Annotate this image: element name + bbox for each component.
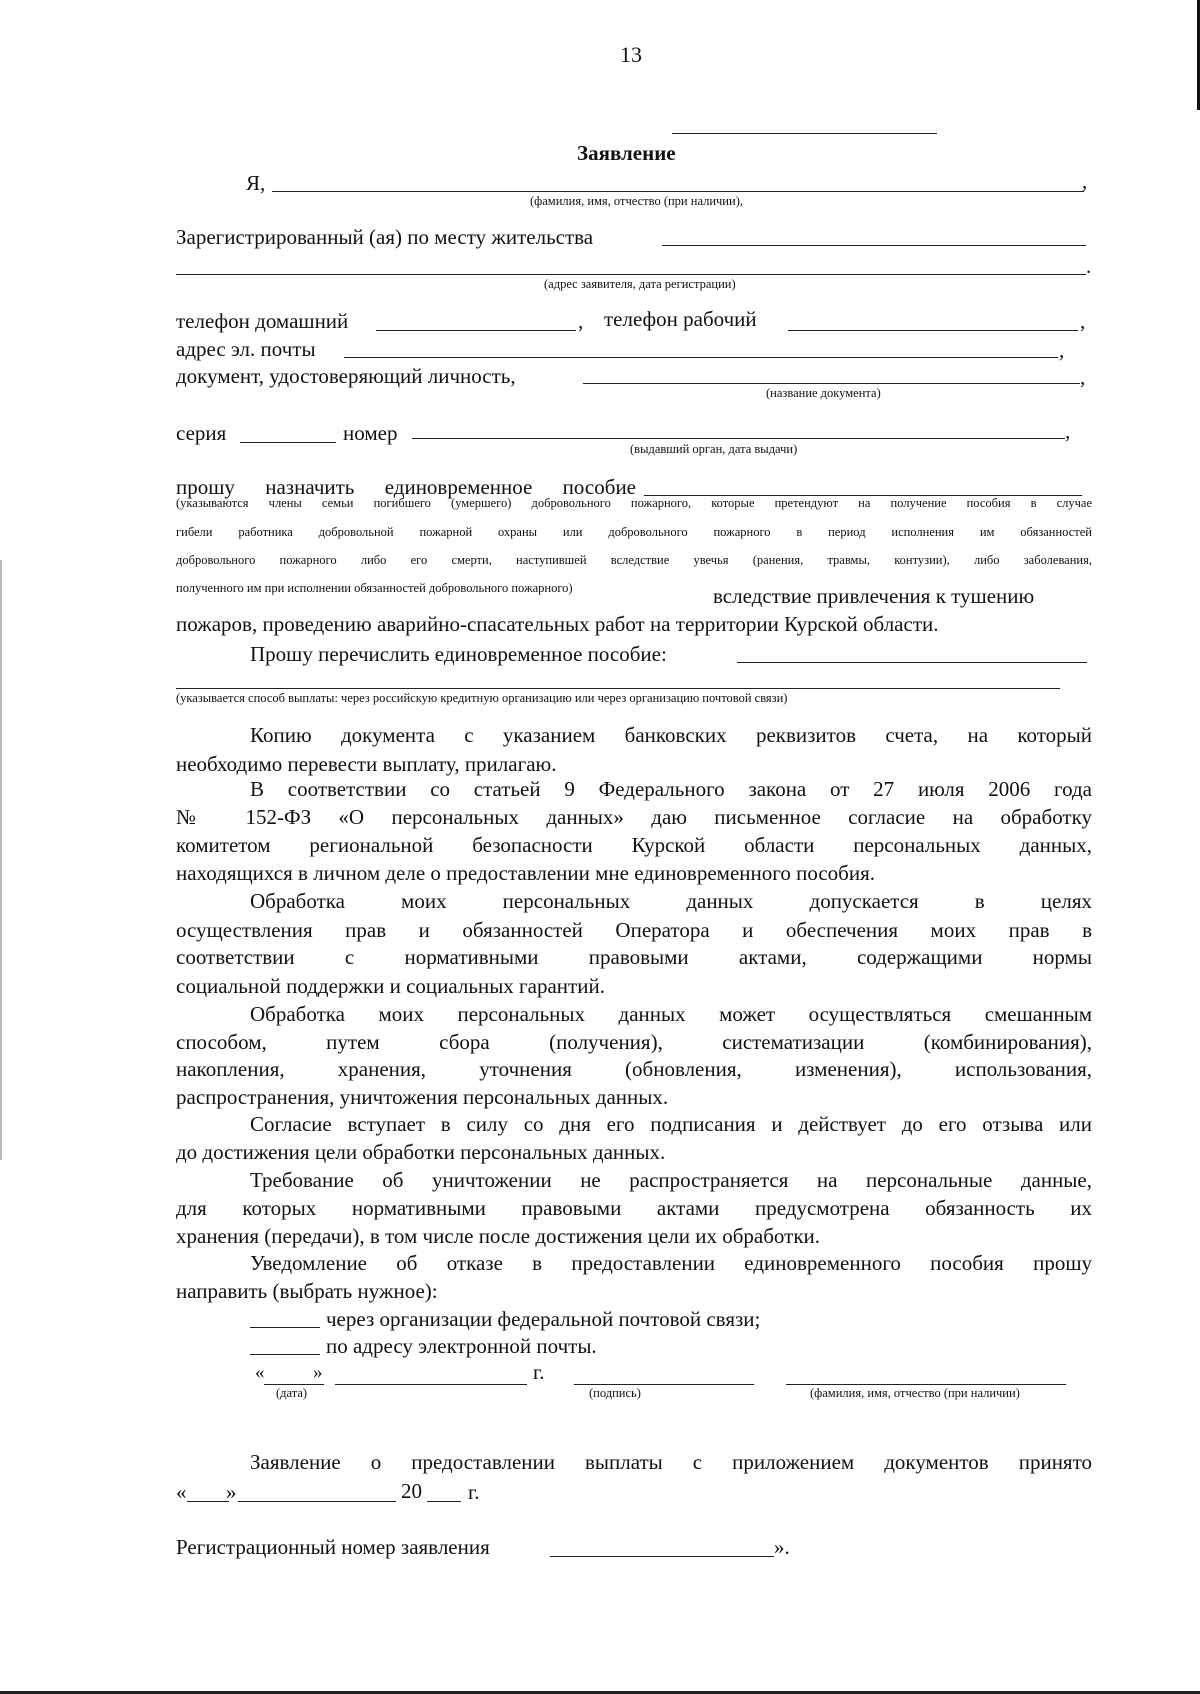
scan-edge-left [0,560,2,1160]
para-5-line-2: до достижения цели обработки персональных данных. [176,1140,666,1164]
series-field[interactable] [240,442,336,443]
para-3-line-1: Обработка моих персональных данных допускается в целях [250,889,1092,913]
option-email-checkbox[interactable] [250,1354,320,1355]
reg-number-label: Регистрационный номер заявления [176,1535,490,1559]
home-phone-label: телефон домашний [176,309,349,333]
para-1-line-2: необходимо перевести выплату, прилагаю. [176,752,557,776]
para-2-line-2: № 152-ФЗ «О персональных данных» даю письменное согласие на обработку [176,805,1092,829]
issued-caption: (выдавший орган, дата выдачи) [630,442,798,456]
top-rule [672,133,937,134]
transfer-caption: (указывается способ выплаты: через российскую кредитную организацию или через организацию почтовой связи) [176,691,788,705]
reg-number-close: ». [774,1535,790,1559]
id-document-caption: (название документа) [766,386,881,400]
para-1-line-1: Копию документа с указанием банковских реквизитов счета, на который [250,723,1092,747]
sig-signature-field[interactable] [574,1384,754,1385]
para-3-line-2: осуществления прав и обязанностей Оператора и обеспечения моих прав в [176,918,1092,942]
work-phone-label: телефон рабочий [604,307,757,331]
para-4-line-4: распространения, уничтожения персональных данных. [176,1085,669,1109]
option-email-label: по адресу электронной почты. [326,1334,597,1358]
acceptance-year-suffix: г. [468,1480,480,1504]
option-postal-label: через организации федеральной почтовой связи; [326,1307,761,1331]
sig-name-field[interactable] [786,1384,1066,1385]
transfer-label: Прошу перечислить единовременное пособие: [250,642,667,666]
acceptance-day-field[interactable] [187,1501,229,1502]
transfer-field-1[interactable] [737,662,1087,663]
para-3-line-4: социальной поддержки и социальных гарантий. [176,974,605,998]
para-4-line-2: способом, путем сбора (получения), систематизации (комбинирования), [176,1030,1092,1054]
sig-date-month-field[interactable] [335,1384,527,1385]
applicant-name-field[interactable] [272,191,1084,192]
request-note-line-2: гибели работника добровольной пожарной охраны или добровольного пожарного в период исполнения им обязанностей [176,525,1092,539]
sig-date-open-quote: « [255,1362,265,1383]
sig-name-caption: (фамилия, имя, отчество (при наличии) [810,1386,1020,1400]
acceptance-line-1: Заявление о предоставлении выплаты с приложением документов принято [250,1450,1092,1474]
acceptance-year-field[interactable] [427,1501,461,1502]
number-field[interactable] [412,438,1065,439]
id-document-label: документ, удостоверяющий личность, [176,364,516,388]
sig-signature-caption: (подпись) [589,1386,641,1400]
reg-number-field[interactable] [550,1556,774,1557]
para-6-line-3: хранения (передачи), в том числе после достижения цели их обработки. [176,1224,821,1248]
applicant-prefix: Я, [246,171,266,195]
request-note-line-3: добровольного пожарного либо его смерти, наступившей вследствие увечья (ранения, травмы, контузии), либо заболевания, [176,553,1092,567]
para-6-line-2: для которых нормативными правовыми актами предусмотрена обязанность их [176,1196,1092,1220]
acceptance-open-quote: « [176,1480,187,1504]
para-4-line-3: накопления, хранения, уточнения (обновления, изменения), использования, [176,1057,1092,1081]
request-line-2: пожаров, проведению аварийно-спасательных работ на территории Курской области. [176,612,939,636]
para-2-line-1: В соответствии со статьей 9 Федерального закона от 27 июля 2006 года [250,777,1092,801]
series-label: серия [176,421,227,445]
registration-caption: (адрес заявителя, дата регистрации) [544,277,736,291]
sig-date-close-quote: » [313,1362,323,1383]
option-postal-checkbox[interactable] [250,1327,320,1328]
work-phone-field[interactable] [788,330,1078,331]
number-label: номер [343,421,398,445]
email-field[interactable] [344,357,1058,358]
request-line-tail: вследствие привлечения к тушению [713,584,1035,608]
acceptance-close-quote: » [226,1480,237,1504]
home-phone-field[interactable] [376,330,576,331]
request-line-1: прошу назначить единовременное пособие [176,475,636,499]
document-page: 13 Заявление Я, , (фамилия, имя, отчество (при наличии), Зарегистрированный (ая) по месту жительства . (адрес заявителя, дата регистрации) телефон домашний , телефон рабочий , адрес эл. почты , документ, удостоверяющий личность, , (название документа) серия номер , (выдавший орган, дата выдачи) прошу назначить единовременное пособие (указываются члены семьи погибшего (умершего) добровольного пожарного, которые претендуют на получение пособия в случае гибели работника добровольной пожарной охраны или добровольного пожарного в период исполнения им обязанностей добровольного пожарного либо его смерти, наступившей вследствие увечья (ранения, травмы, контузии), либо заболевания, полученного им при исполнении обязанностей добровольного пожарного) вследствие привлечения к тушению пожаров, проведению аварийно-спасательных работ на территории Курской области. Прошу перечислить единовременное пособие: (указывается способ выплаты: через российскую кредитную организацию или через организацию почтовой связи) Копию документа с указанием банковских реквизитов счета, на который необходимо перевести выплату, прилагаю. В соответствии со статьей 9 Федерального закона от 27 июля 2006 года № 152-ФЗ «О персональных данных» даю письменное согласие на обработку комитетом региональной безопасности Курской области персональных данных, находящихся в личном деле о предоставлении мне единовременного пособия. Обработка моих персональных данных допускается в целях осуществления прав и обязанностей Оператора и обеспечения моих прав в соответствии с нормативными правовыми актами, содержащими нормы социальной поддержки и социальных гарантий. Обработка моих персональных данных может осуществляться смешанным способом, путем сбора (получения), систематизации (комбинирования), накопления, хранения, уточнения (обновления, изменения), использования, распространения, уничтожения персональных данных. Согласие вступает в силу со дня его подписания и действует до его отзыва или до достижения цели обработки персональных данных. Требование об уничтожении не распространяется на персональные данные, для которых нормативными правовыми актами предусмотрена обязанность их хранения (передачи), в том числе после достижения цели их обработки. Уведомление об отказе в предоставлении единовременного пособия прошу направить (выбрать нужное): через организации федеральной почтовой связи; по адресу электронной почты. « » г. (дата) (подпись) (фамилия, имя, отчество (при наличии) Заявление о предоставлении выплаты с приложением документов принято « » 20 г. Регистрационный номер заявления ». [0,0,1200,1694]
para-3-line-3: соответствии с нормативными правовыми актами, содержащими нормы [176,945,1092,969]
para-2-line-3: комитетом региональной безопасности Курской области персональных данных, [176,833,1092,857]
id-document-field[interactable] [583,383,1080,384]
para-6-line-1: Требование об уничтожении не распространяется на персональные данные, [250,1168,1092,1192]
acceptance-year-prefix: 20 [401,1479,422,1503]
acceptance-month-field[interactable] [238,1501,396,1502]
form-title: Заявление [577,141,676,165]
para-2-line-4: находящихся в личном деле о предоставлении мне единовременного пособия. [176,861,876,885]
registration-field-1[interactable] [662,245,1086,246]
para-7-line-2: направить (выбрать нужное): [176,1279,438,1303]
para-4-line-1: Обработка моих персональных данных может осуществляться смешанным [250,1002,1092,1026]
email-label: адрес эл. почты [176,337,316,361]
page-number: 13 [620,42,642,67]
applicant-caption: (фамилия, имя, отчество (при наличии), [530,194,743,208]
para-7-line-1: Уведомление об отказе в предоставлении единовременного пособия прошу [250,1251,1092,1275]
registration-label: Зарегистрированный (ая) по месту жительства [176,225,594,249]
request-note-line-4: полученного им при исполнении обязанностей добровольного пожарного) [176,581,573,595]
request-note-line-1: (указываются члены семьи погибшего (умершего) добровольного пожарного, которые претендуют на получение пособия в случае [176,496,1092,510]
sig-date-caption: (дата) [276,1386,308,1400]
sig-year-suffix: г. [533,1360,545,1384]
transfer-field-2[interactable] [176,688,1060,689]
para-5-line-1: Согласие вступает в силу со дня его подписания и действует до его отзыва или [250,1112,1092,1136]
registration-field-2[interactable] [176,274,1086,275]
